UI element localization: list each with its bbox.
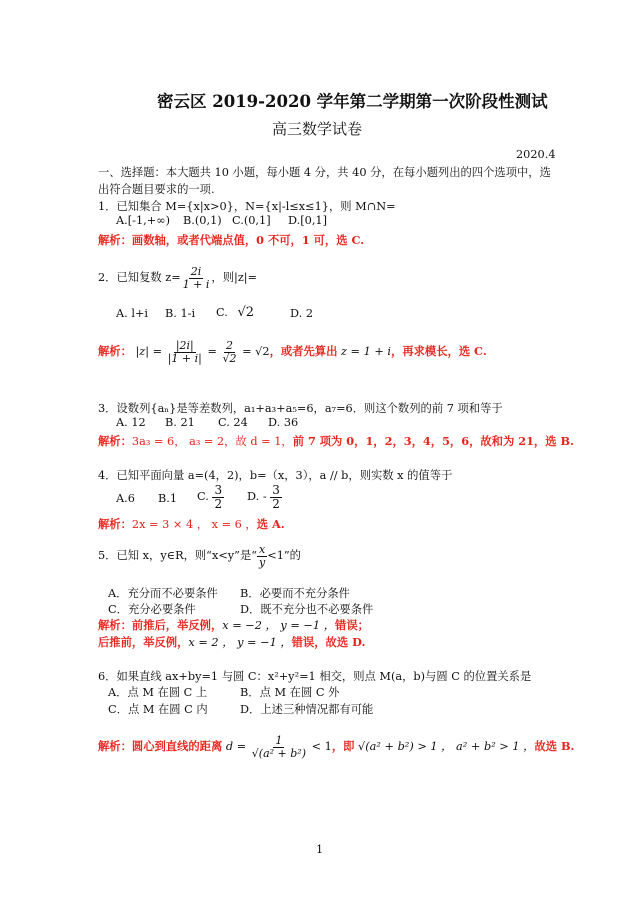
q6-option-b: B．点 M 在圆 C 外 — [240, 686, 340, 699]
q6-answer-frac-den: √(a² + b²) — [251, 746, 306, 760]
q4-option-c — [197, 484, 224, 510]
q3-answer-label: 解析： — [98, 434, 132, 448]
q6-option-a: A．点 M 在圆 C 上 — [108, 686, 208, 699]
q2-answer-frac2-num: 2 — [226, 339, 234, 352]
q2-answer-abs: |z| = — [135, 345, 163, 359]
q2-answer-post: ，再求模长，选 C. — [391, 344, 487, 359]
q5-stem-pre: 5．已知 x，y∈R，则“x<y”是“ — [98, 549, 258, 563]
q1-stem: 1．已知集合 M={x|x>0}，N={x|-l≤x≤1}，则 M∩N= — [98, 200, 396, 213]
q2-answer-result: = √2 — [242, 345, 270, 359]
q6-answer-pre: 解析：圆心到直线的距离 — [98, 739, 223, 754]
q2-answer-frac2 — [221, 340, 239, 364]
q1-option-c: C.(0,1] — [232, 214, 271, 227]
q4-answer-math: 2x = 3 × 4 ， x = 6 ， — [131, 518, 257, 531]
q3-stem: 3．设数列{aₙ}是等差数列，a₁+a₃+a₅=6，a₇=6．则这个数列的前 7 项和等于 — [98, 402, 503, 415]
q4-option-d-frac — [270, 484, 282, 510]
q2-option-b: B. 1-i — [165, 307, 196, 320]
q2-answer-z: z = 1 + i — [340, 345, 392, 359]
q4-option-d-label: D. - — [247, 490, 267, 504]
q2-option-c-label: C. — [216, 306, 228, 319]
q4-option-a: A.6 — [116, 492, 135, 505]
q5-fraction — [257, 544, 267, 568]
q2-option-c — [216, 305, 254, 320]
q2-stem-post: ，则|z|= — [211, 271, 258, 285]
page-number: 1 — [316, 843, 324, 856]
q4-stem: 4．已知平面向量 a=(4，2)，b=（x，3），a // b，则实数 x 的值等于 — [98, 469, 453, 482]
q2-answer-label: 解析： — [98, 344, 132, 359]
q5-fraction-den: y — [259, 555, 266, 569]
q2-answer-frac1 — [166, 340, 204, 364]
q2-option-c-value: √2 — [237, 305, 254, 320]
q2-answer-frac1-num: |2i| — [175, 339, 194, 352]
q3-answer — [98, 433, 574, 449]
q6-option-c: C．点 M 在圆 C 内 — [108, 703, 208, 716]
q5-answer1-pre: 解析：前推后，举反例， — [98, 618, 223, 632]
q2-answer-frac2-den: √2 — [222, 351, 237, 365]
q6-answer-post: 故选 B. — [534, 739, 575, 754]
q2-fraction — [181, 266, 212, 290]
q1-option-a: A.[-1,+∞) — [116, 214, 171, 227]
q4-answer-post: 选 A. — [256, 517, 285, 531]
q4-option-c-frac — [212, 484, 224, 510]
q6-answer-mid: ，即 — [331, 739, 355, 754]
q2-option-a: A. l+i — [116, 307, 149, 320]
q4-answer-label: 解析： — [98, 517, 132, 531]
q6-answer-lt: < 1 — [311, 740, 332, 754]
q3-answer-math: 3a₃ = 6， a₃ = 2，故 d = 1， — [131, 435, 293, 448]
q2-answer-frac1-den: |1 + i| — [167, 351, 202, 365]
q5-answer2-pre: 后推前，举反例， — [98, 635, 189, 649]
q5-fraction-num: x — [259, 543, 266, 556]
q4-option-d-num: 3 — [272, 483, 280, 497]
q6-answer-frac — [250, 735, 308, 759]
q6-answer — [98, 735, 574, 759]
q1-answer: 解析：画数轴，或者代端点值，0 不可，1 可，选 C. — [98, 233, 365, 247]
q3-option-a: A. 12 — [116, 416, 146, 429]
q2-answer-mid: ，或者先算出 — [269, 344, 338, 359]
q3-option-b: B. 21 — [165, 416, 195, 429]
q5-option-d: D．既不充分也不必要条件 — [240, 603, 374, 616]
q4-option-c-num: 3 — [214, 483, 223, 497]
section-instruction-line1: 一、选择题：本大题共 10 小题，每小题 4 分，共 40 分，在每小题列出的四个选项中，选 — [98, 166, 551, 179]
q5-option-a: A．充分而不必要条件 — [108, 587, 218, 600]
q3-option-d: D. 36 — [268, 416, 299, 429]
section-instruction-line2: 出符合题目要求的一项. — [98, 183, 215, 196]
q2-answer — [98, 340, 487, 364]
q2-stem-pre: 2．已知复数 z= — [98, 271, 181, 285]
q3-option-c: C. 24 — [218, 416, 248, 429]
q5-answer2-post: 错误，故选 D. — [291, 635, 366, 649]
q3-answer-post: 前 7 项为 0，1，2，3，4，5，6，故和为 21，选 B. — [292, 434, 574, 448]
q5-option-b: B．必要而不充分条件 — [240, 587, 350, 600]
q6-answer-frac-num: 1 — [275, 734, 283, 747]
q4-option-c-label: C. — [197, 490, 209, 504]
q1-option-d: D.[0,1] — [288, 214, 328, 227]
q2-stem — [98, 266, 257, 290]
q5-stem — [98, 544, 301, 568]
q4-option-c-den: 2 — [214, 496, 223, 511]
q5-answer1-post: 错误； — [335, 618, 369, 632]
q4-option-d — [247, 484, 282, 510]
q6-option-d: D．上述三种情况都有可能 — [240, 703, 374, 716]
q4-answer — [98, 516, 285, 532]
q2-fraction-den: 1 + i — [182, 277, 210, 291]
q6-stem: 6．如果直线 ax+by=1 与圆 C：x²+y²=1 相交，则点 M(a，b)与圆 C 的位置关系是 — [98, 670, 532, 683]
q5-answer2-math: x = 2 ， y = −1 ， — [188, 636, 292, 649]
page-title: 密云区 2019-2020 学年第二学期第一次阶段性测试 — [157, 92, 548, 111]
q6-answer-d: d = — [225, 740, 247, 754]
q1-option-b: B.(0,1) — [183, 214, 222, 227]
q5-stem-post: <1”的 — [267, 549, 301, 563]
q4-option-d-den: 2 — [272, 496, 280, 511]
q5-option-c: C．充分必要条件 — [108, 603, 196, 616]
q2-answer-equals: = — [207, 345, 217, 359]
q2-fraction-num: 2i — [190, 265, 202, 278]
q4-option-b: B.1 — [158, 492, 178, 505]
q5-answer1-math: x = −2 ， y = −1 ， — [222, 619, 336, 632]
q5-answer-line2 — [98, 634, 365, 650]
page-subtitle: 高三数学试卷 — [272, 120, 363, 138]
exam-date: 2020.4 — [516, 148, 556, 161]
q2-option-d: D. 2 — [290, 307, 314, 320]
q6-answer-math2: √(a² + b²) > 1 ， a² + b² > 1 ， — [358, 740, 535, 754]
q5-answer-line1 — [98, 617, 369, 633]
